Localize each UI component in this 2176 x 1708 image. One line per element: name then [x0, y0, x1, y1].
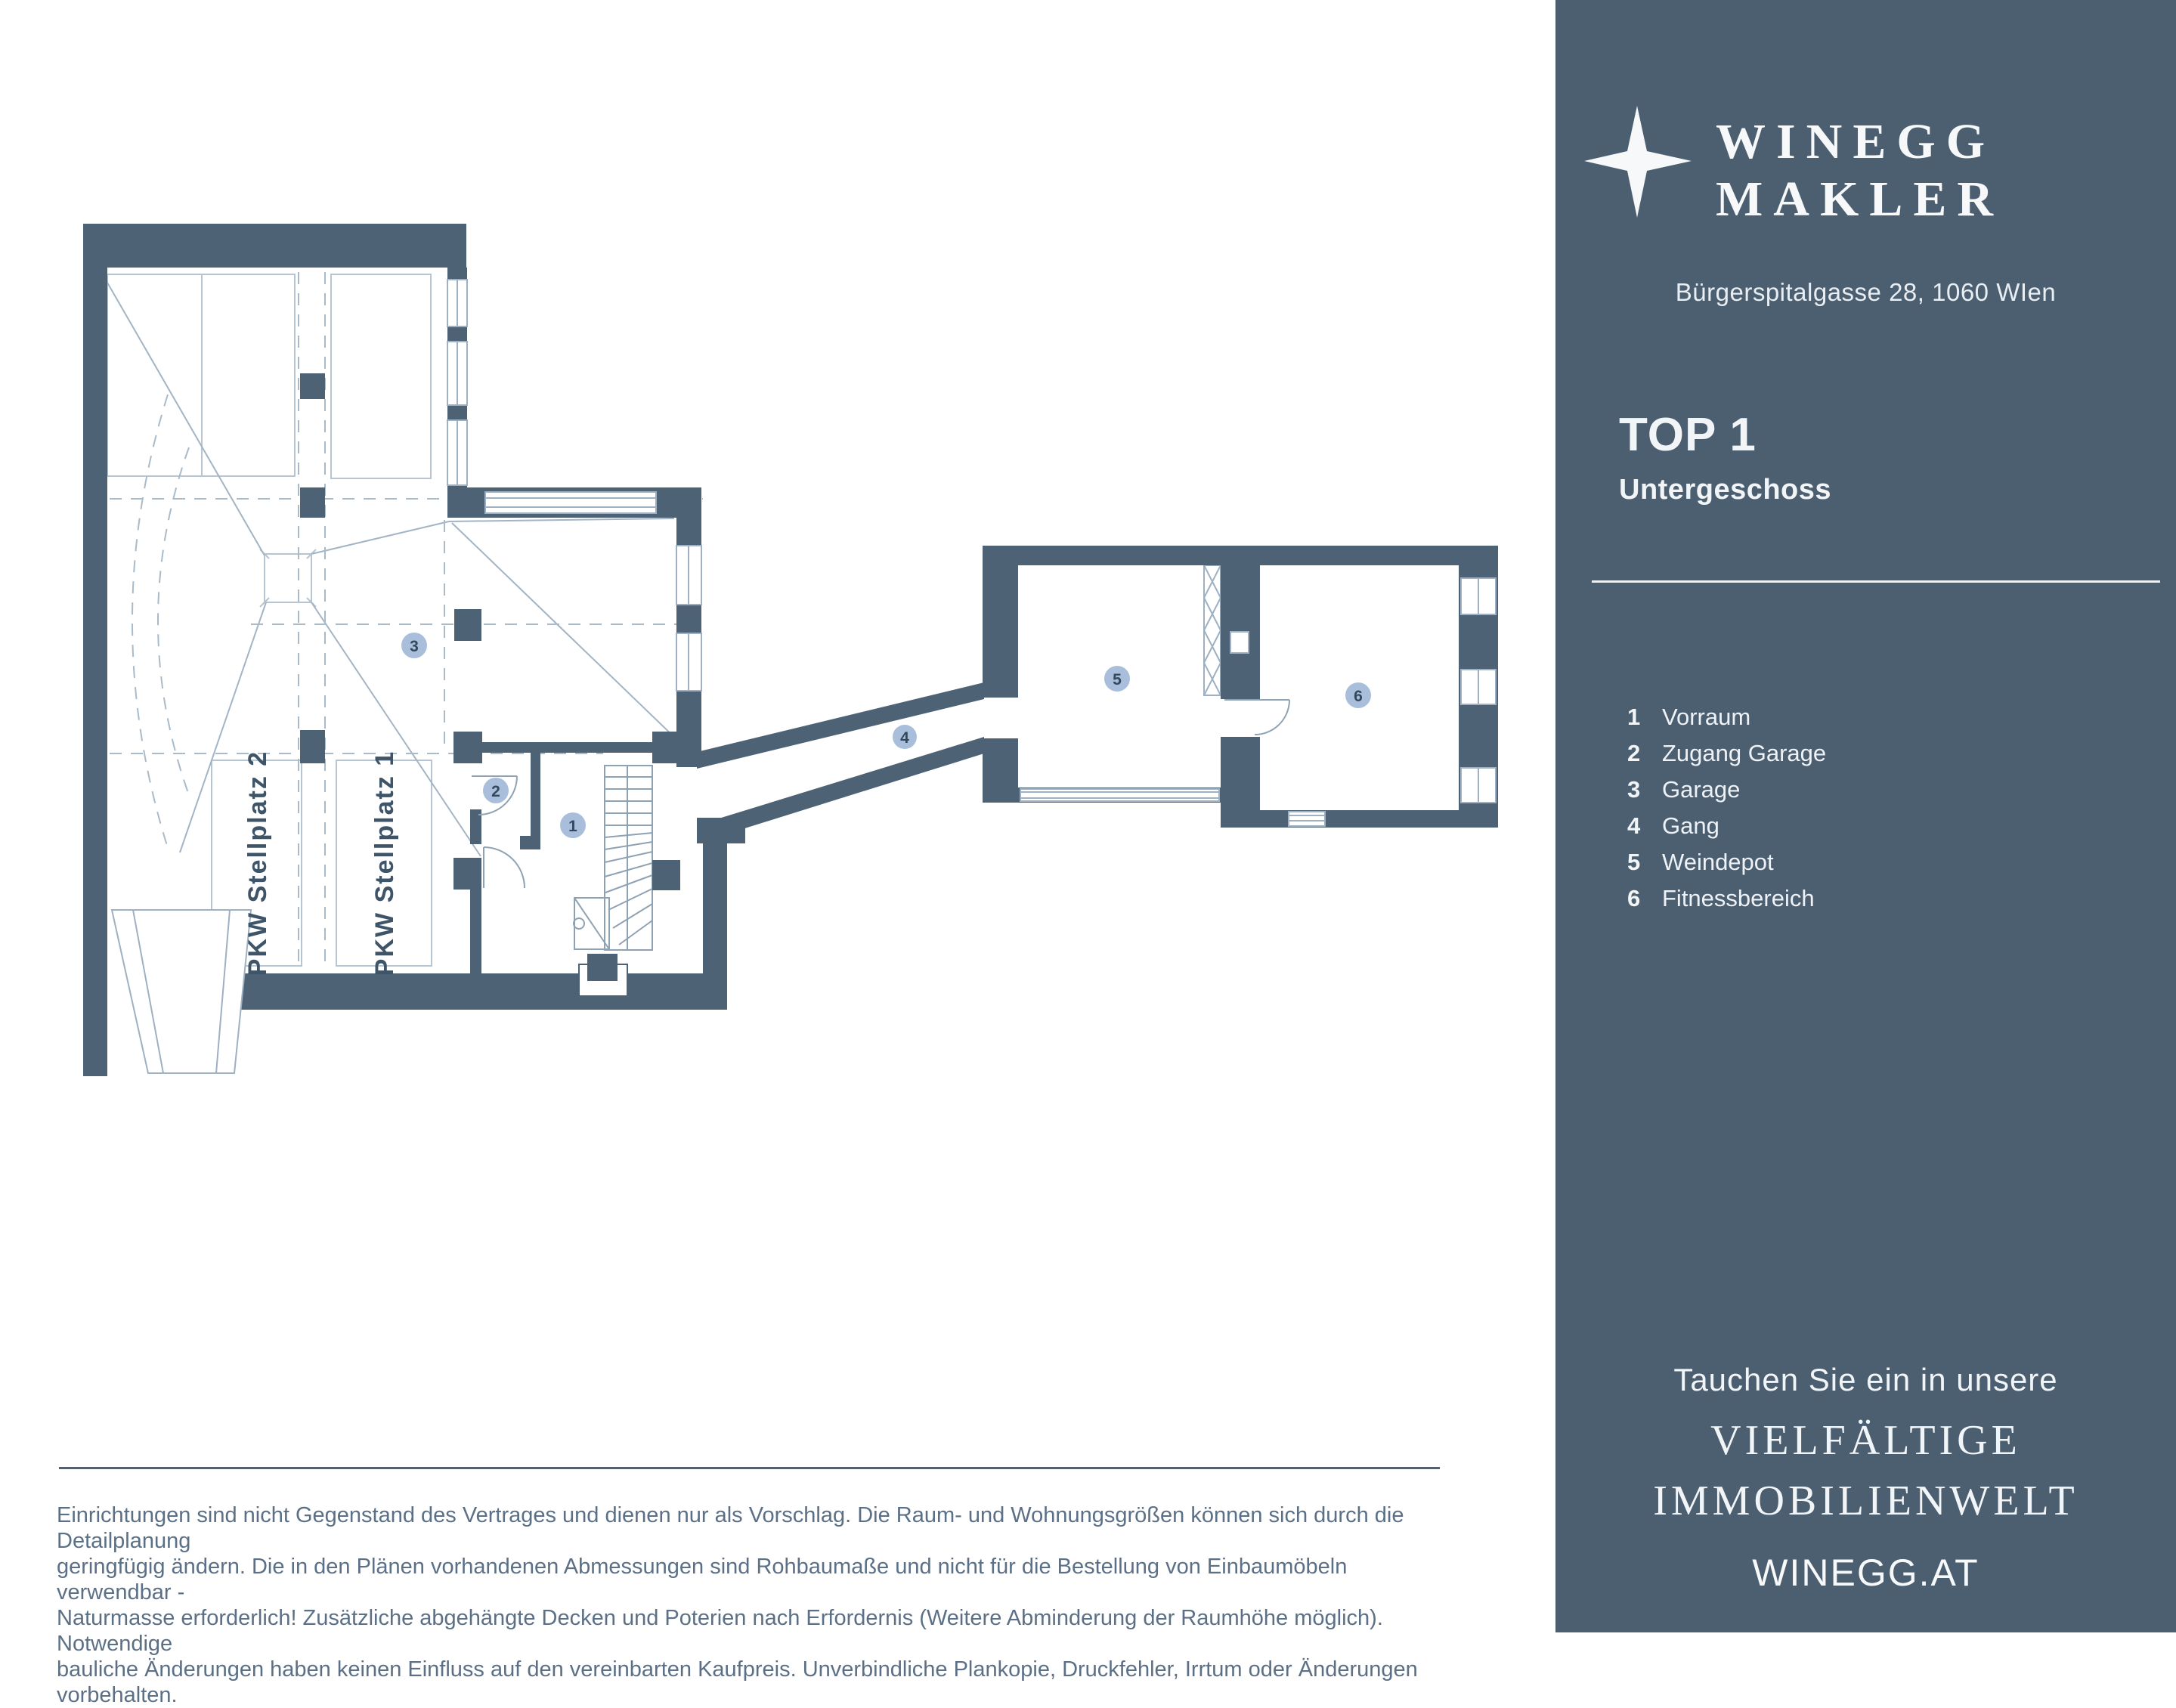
tagline-line-3: IMMOBILIENWELT [1653, 1477, 2078, 1524]
parking-label-2: PKW Stellplatz 2 [243, 750, 272, 976]
tagline-line-2: VIELFÄLTIGE [1710, 1417, 2021, 1464]
legend-num: 2 [1627, 740, 1641, 766]
legend-label: Gang [1662, 812, 1719, 839]
disclaimer-line-3: Naturmasse erforderlich! Zusätzliche abgehängte Decken und Poterien nach Erfordernis (Weitere Abminderung der Raumhöhe möglich). Notwendige [57, 1606, 1383, 1656]
legend-row [1627, 808, 1826, 844]
brand-line-1: WINEGG [1716, 114, 1996, 169]
disclaimer-line-4: bauliche Änderungen haben keinen Einfluss auf den vereinbarten Kaufpreis. Unverbindliche Plankopie, Druckfehler, Irrtum oder Änderungen vorbehalten. [57, 1657, 1418, 1707]
room-marker-1 [560, 812, 586, 838]
tagline-line-1: Tauchen Sie ein in unsere [1673, 1362, 2058, 1397]
drive-lane-dashed-lines [110, 272, 703, 970]
legend-num: 4 [1627, 812, 1641, 839]
legend-row [1627, 844, 1826, 880]
room-marker-4 [893, 725, 917, 749]
unit-subtitle: Untergeschoss [1619, 474, 1832, 506]
legend-num: 6 [1627, 885, 1641, 911]
garage-ramp [112, 910, 251, 1073]
svg-text:2: 2 [491, 783, 500, 800]
room-marker-2 [483, 778, 509, 803]
parking-label-1: PKW Stellplatz 1 [370, 750, 399, 976]
bottom-exit-shaft [587, 954, 618, 981]
info-sidebar [1555, 0, 2176, 1632]
disclaimer-text [57, 1502, 1463, 1708]
stairs [574, 766, 652, 950]
unit-heading [1619, 408, 1831, 506]
legend-row [1627, 880, 1826, 917]
svg-text:4: 4 [900, 729, 909, 747]
garage-guide-lines [104, 277, 698, 856]
room-legend [1627, 699, 1826, 917]
svg-text:3: 3 [410, 638, 419, 655]
legend-label: Zugang Garage [1662, 740, 1827, 766]
legend-num: 3 [1627, 776, 1641, 803]
unit-title: TOP 1 [1619, 409, 1757, 461]
disclaimer-line-2: geringfügig ändern. Die in den Plänen vorhandenen Abmessungen sind Rohbaumaße und nicht für die Bestellung von Einbaumöbeln verwendbar - [57, 1555, 1348, 1604]
svg-text:5: 5 [1113, 671, 1122, 688]
legend-label: Vorraum [1662, 704, 1751, 730]
legend-label: Garage [1662, 776, 1741, 803]
legend-row [1627, 772, 1826, 808]
room-marker-3 [401, 633, 427, 658]
room-marker-6 [1345, 682, 1371, 708]
legend-row [1627, 699, 1826, 735]
brand-wordmark [1716, 113, 2004, 228]
legend-label: Weindepot [1662, 849, 1774, 875]
svg-text:6: 6 [1354, 688, 1363, 705]
brand-line-2: MAKLER [1716, 172, 2004, 227]
room-marker-5 [1104, 666, 1130, 692]
disclaimer-divider [59, 1467, 1440, 1469]
legend-label: Fitnessbereich [1662, 885, 1815, 911]
property-address: Bürgerspitalgasse 28, 1060 WIen [1675, 278, 2057, 306]
legend-num: 5 [1627, 849, 1641, 875]
website-link[interactable]: WINEGG.AT [1752, 1552, 1979, 1594]
winegg-star-icon [1583, 103, 1693, 221]
shelving-unit [1204, 565, 1221, 695]
disclaimer-line-1: Einrichtungen sind nicht Gegenstand des Vertrages und dienen nur als Vorschlag. Die Raum- und Wohnungsgrößen können sich durch die Detailplanung [57, 1503, 1404, 1553]
svg-text:1: 1 [568, 818, 577, 835]
legend-row [1627, 735, 1826, 772]
sidebar-divider [1592, 580, 2160, 583]
parking-labels [243, 750, 399, 976]
marketing-tagline [1555, 1362, 2176, 1525]
legend-num: 1 [1627, 704, 1641, 730]
